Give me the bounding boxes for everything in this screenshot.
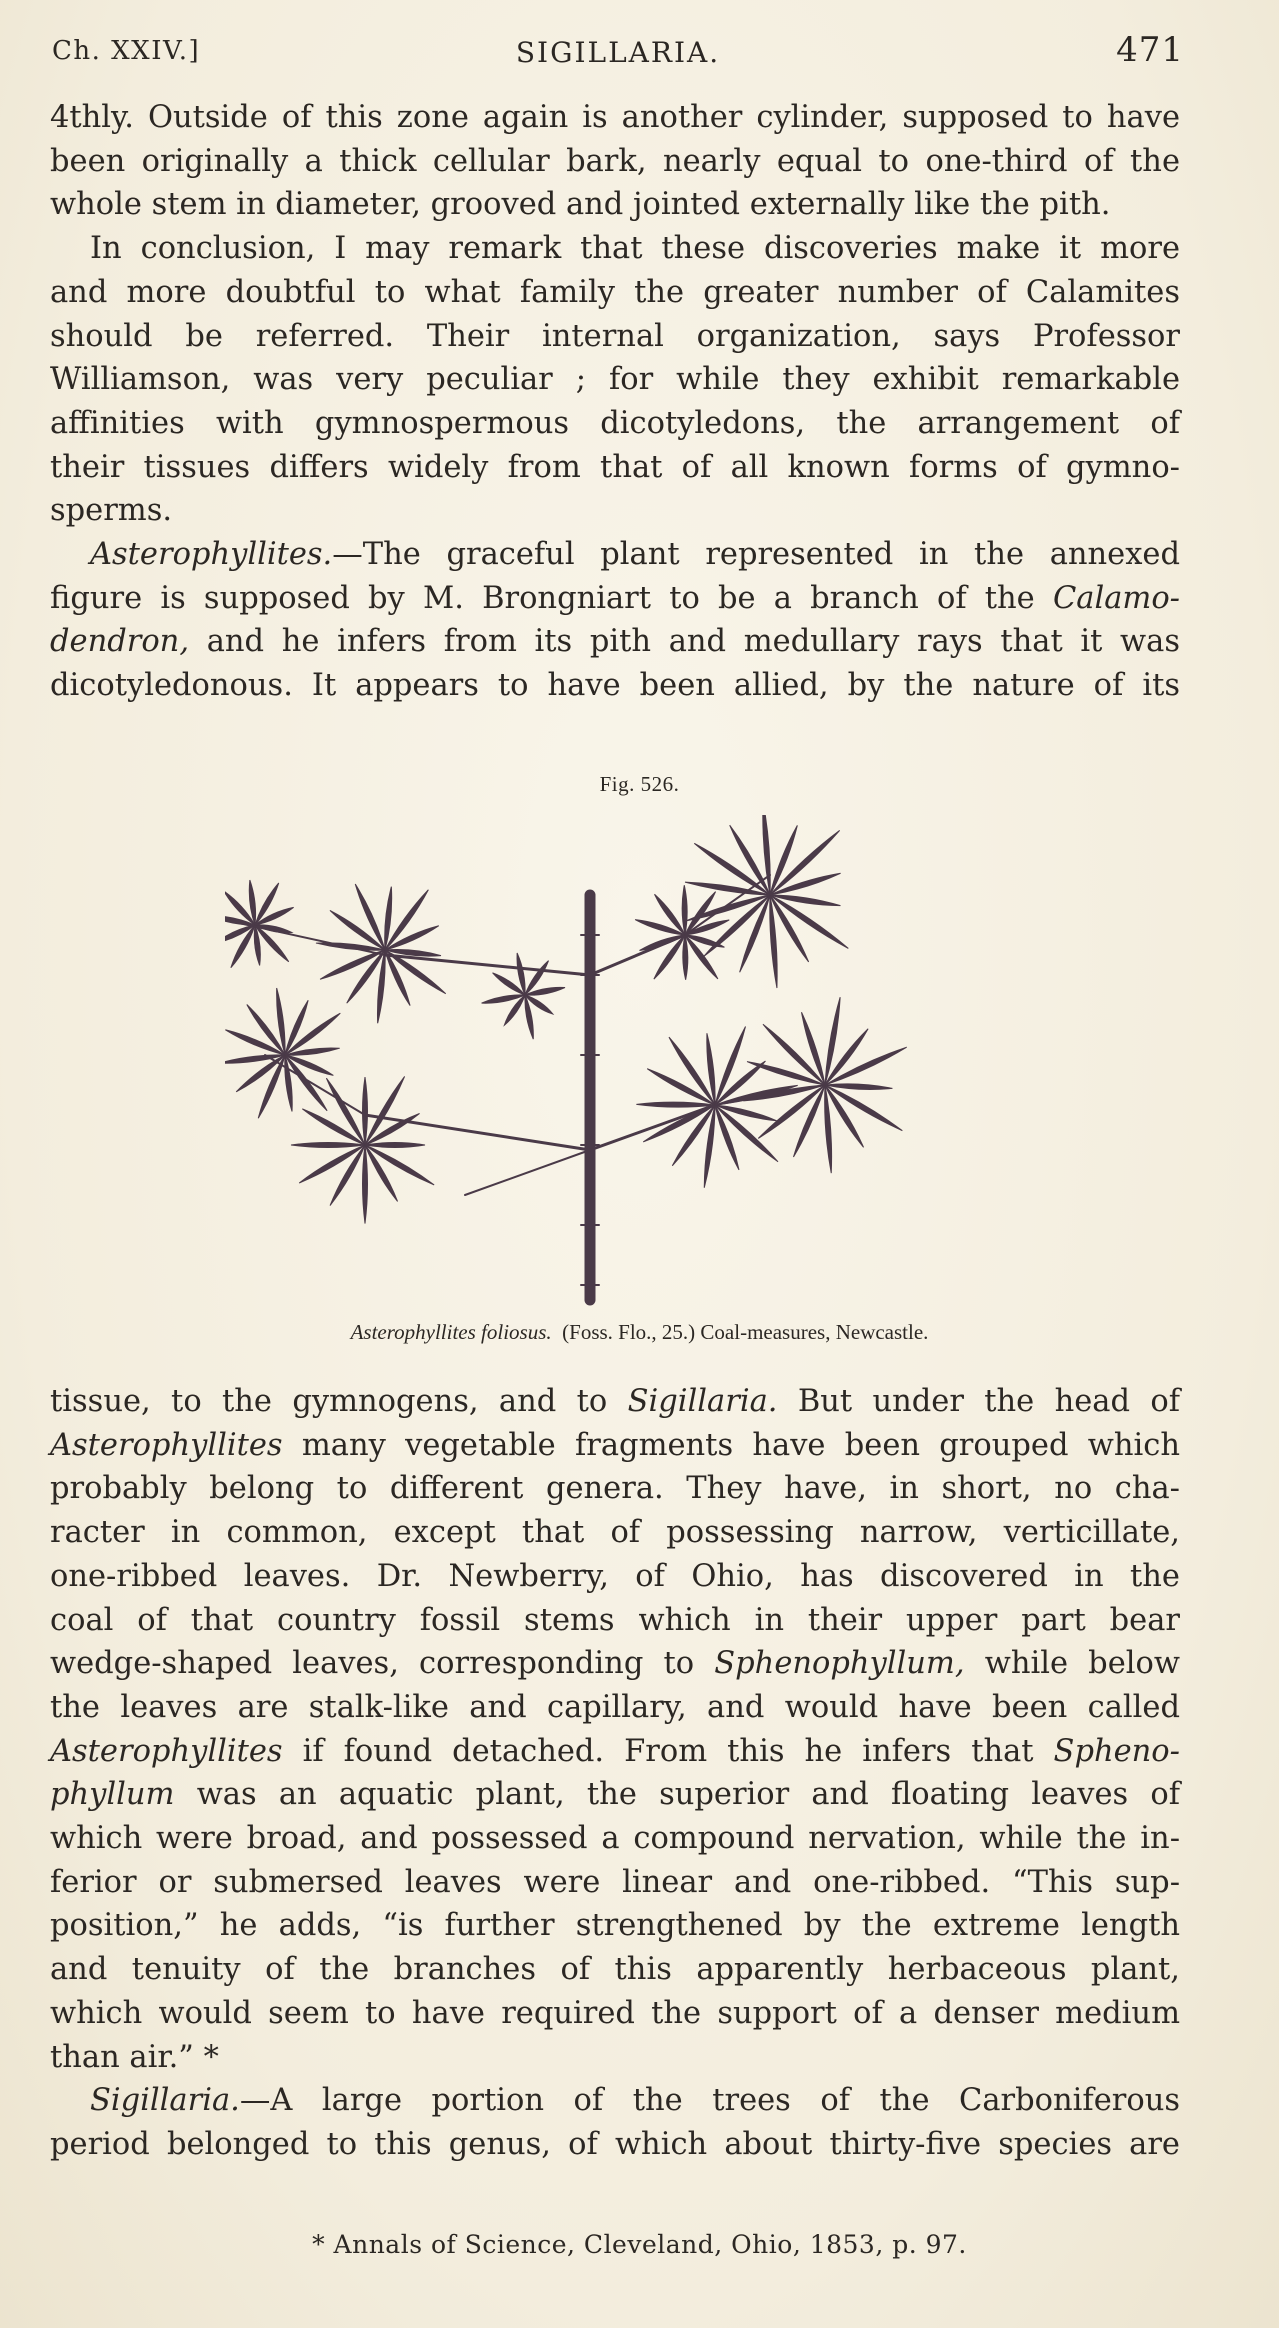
genus-name: Asterophyllites [50,1427,283,1463]
genus-heading: Asterophyllites. [90,537,333,573]
text-fragment: But under the head of [797,1384,1180,1419]
leaf-whorl [363,1145,368,1224]
text-line [50,1773,1180,1817]
text-line [50,1380,1180,1424]
text-line [50,1730,1180,1774]
running-title: SIGILLARIA. [515,36,721,69]
branch-lower-left [465,1150,590,1195]
genus-name: dendron, [50,624,190,660]
leaf-whorl [682,885,687,935]
text-fragment: was an aquatic plant, the superior and floating leaves of [196,1777,1180,1813]
running-header [52,30,1184,74]
genus-name: Sigillaria. [627,1384,778,1419]
text-line: which would seem to have required the support of a denser medium [50,1995,1180,2031]
text-line: than air.” * [50,2039,219,2075]
text-line [50,577,1180,621]
leaf-whorl [291,1143,365,1148]
text-line: 4thly. Outside of this zone again is another cylinder, supposed to have [50,100,1180,135]
text-line: and more doubtful to what family the greater number of Calamites [50,274,1180,310]
caption-source: (Foss. Flo., 25.) Coal-measures, Newcastle. [562,1320,929,1344]
text-line: coal of that country fossil stems which in their upper part bear [50,1602,1180,1638]
leaf-whorl [363,1077,368,1145]
genus-name: Spheno- [1053,1733,1180,1769]
text-line [50,2079,1180,2123]
text-line: been originally a thick cellular bark, nearly equal to one-third of the [50,143,1180,179]
text-line: which were broad, and possessed a compound nervation, while the in- [50,1821,1180,1857]
text-line: racter in common, except that of possessing narrow, verticillate, [50,1515,1180,1551]
leaf-whorl [825,1084,892,1090]
genus-name: Sphenophyllum, [714,1646,965,1682]
leaf-whorl [683,935,688,980]
leaf-whorl [825,1085,832,1173]
page-number: 471 [1116,30,1184,70]
caption-species: Asterophyllites foliosus. [350,1320,552,1344]
text-line: their tissues differs widely from that of all known forms of gymno- [50,449,1180,485]
leaf-whorl [365,1143,425,1148]
text-line: and tenuity of the branches of this apparently herbaceous plant, [50,1952,1180,1988]
text-line: affinities with gymnospermous dicotyledons, the arrangement of [50,405,1180,441]
text-fragment: wedge-shaped leaves, corresponding to [50,1646,695,1682]
genus-name: phyllum [50,1777,175,1813]
text-line: Williamson, was very peculiar ; for while they exhibit remarkable [50,362,1180,398]
text-line [50,533,1180,577]
text-line: dicotyledonous. It appears to have been allied, by the nature of its [50,668,1180,704]
text-fragment: —A large portion of the trees of the Carboniferous [239,2083,1180,2119]
genus-name: Calamo- [1052,580,1180,616]
body-text-top [50,96,1180,708]
footnote: * Annals of Science, Cleveland, Ohio, 1853, p. 97. [312,2230,967,2259]
asterophyllites-illustration [225,815,1005,1315]
genus-name: Asterophyllites [50,1733,283,1769]
text-fragment: tissue, to the gymnogens, and to [50,1384,608,1419]
text-line: should be referred. Their internal organization, says Professor [50,318,1180,354]
body-text-bottom [50,1380,1180,2167]
leaf-whorl [636,1102,715,1107]
text-fragment: many vegetable fragments have been grouped which [301,1427,1180,1463]
text-fragment: while below [984,1646,1180,1682]
text-line: the leaves are stalk-like and capillary, and would have been called [50,1689,1180,1725]
text-fragment: —The graceful plant represented in the annexed [332,537,1180,573]
text-line: position,” he adds, “is further strengthened by the extreme length [50,1908,1180,1944]
text-line: one-ribbed leaves. Dr. Newberry, of Ohio, has discovered in the [50,1558,1180,1594]
text-fragment: figure is supposed by M. Brongniart to be a branch of the [50,580,1035,616]
text-line [50,620,1180,664]
figure-caption [0,1320,1279,1345]
text-line: In conclusion, I may remark that these discoveries make it more [90,231,1180,267]
figure-number: Fig. 526. [599,772,680,796]
text-line: period belonged to this genus, of which about thirty-five species are [50,2126,1180,2162]
genus-heading: Sigillaria. [90,2083,240,2119]
chapter-label: Ch. XXIV.] [52,36,201,66]
text-line [50,1642,1180,1686]
text-line: ferior or submersed leaves were linear and one-ribbed. “This sup- [50,1864,1180,1900]
text-fragment: and he infers from its pith and medullary rays that it was [206,624,1180,660]
text-line: whole stem in diameter, grooved and jointed externally like the pith. [50,187,1111,223]
text-line: probably belong to different genera. They have, in short, no cha- [50,1471,1180,1507]
text-line: sperms. [50,493,173,529]
text-line [50,1424,1180,1468]
text-fragment: if found detached. From this he infers that [302,1733,1034,1769]
